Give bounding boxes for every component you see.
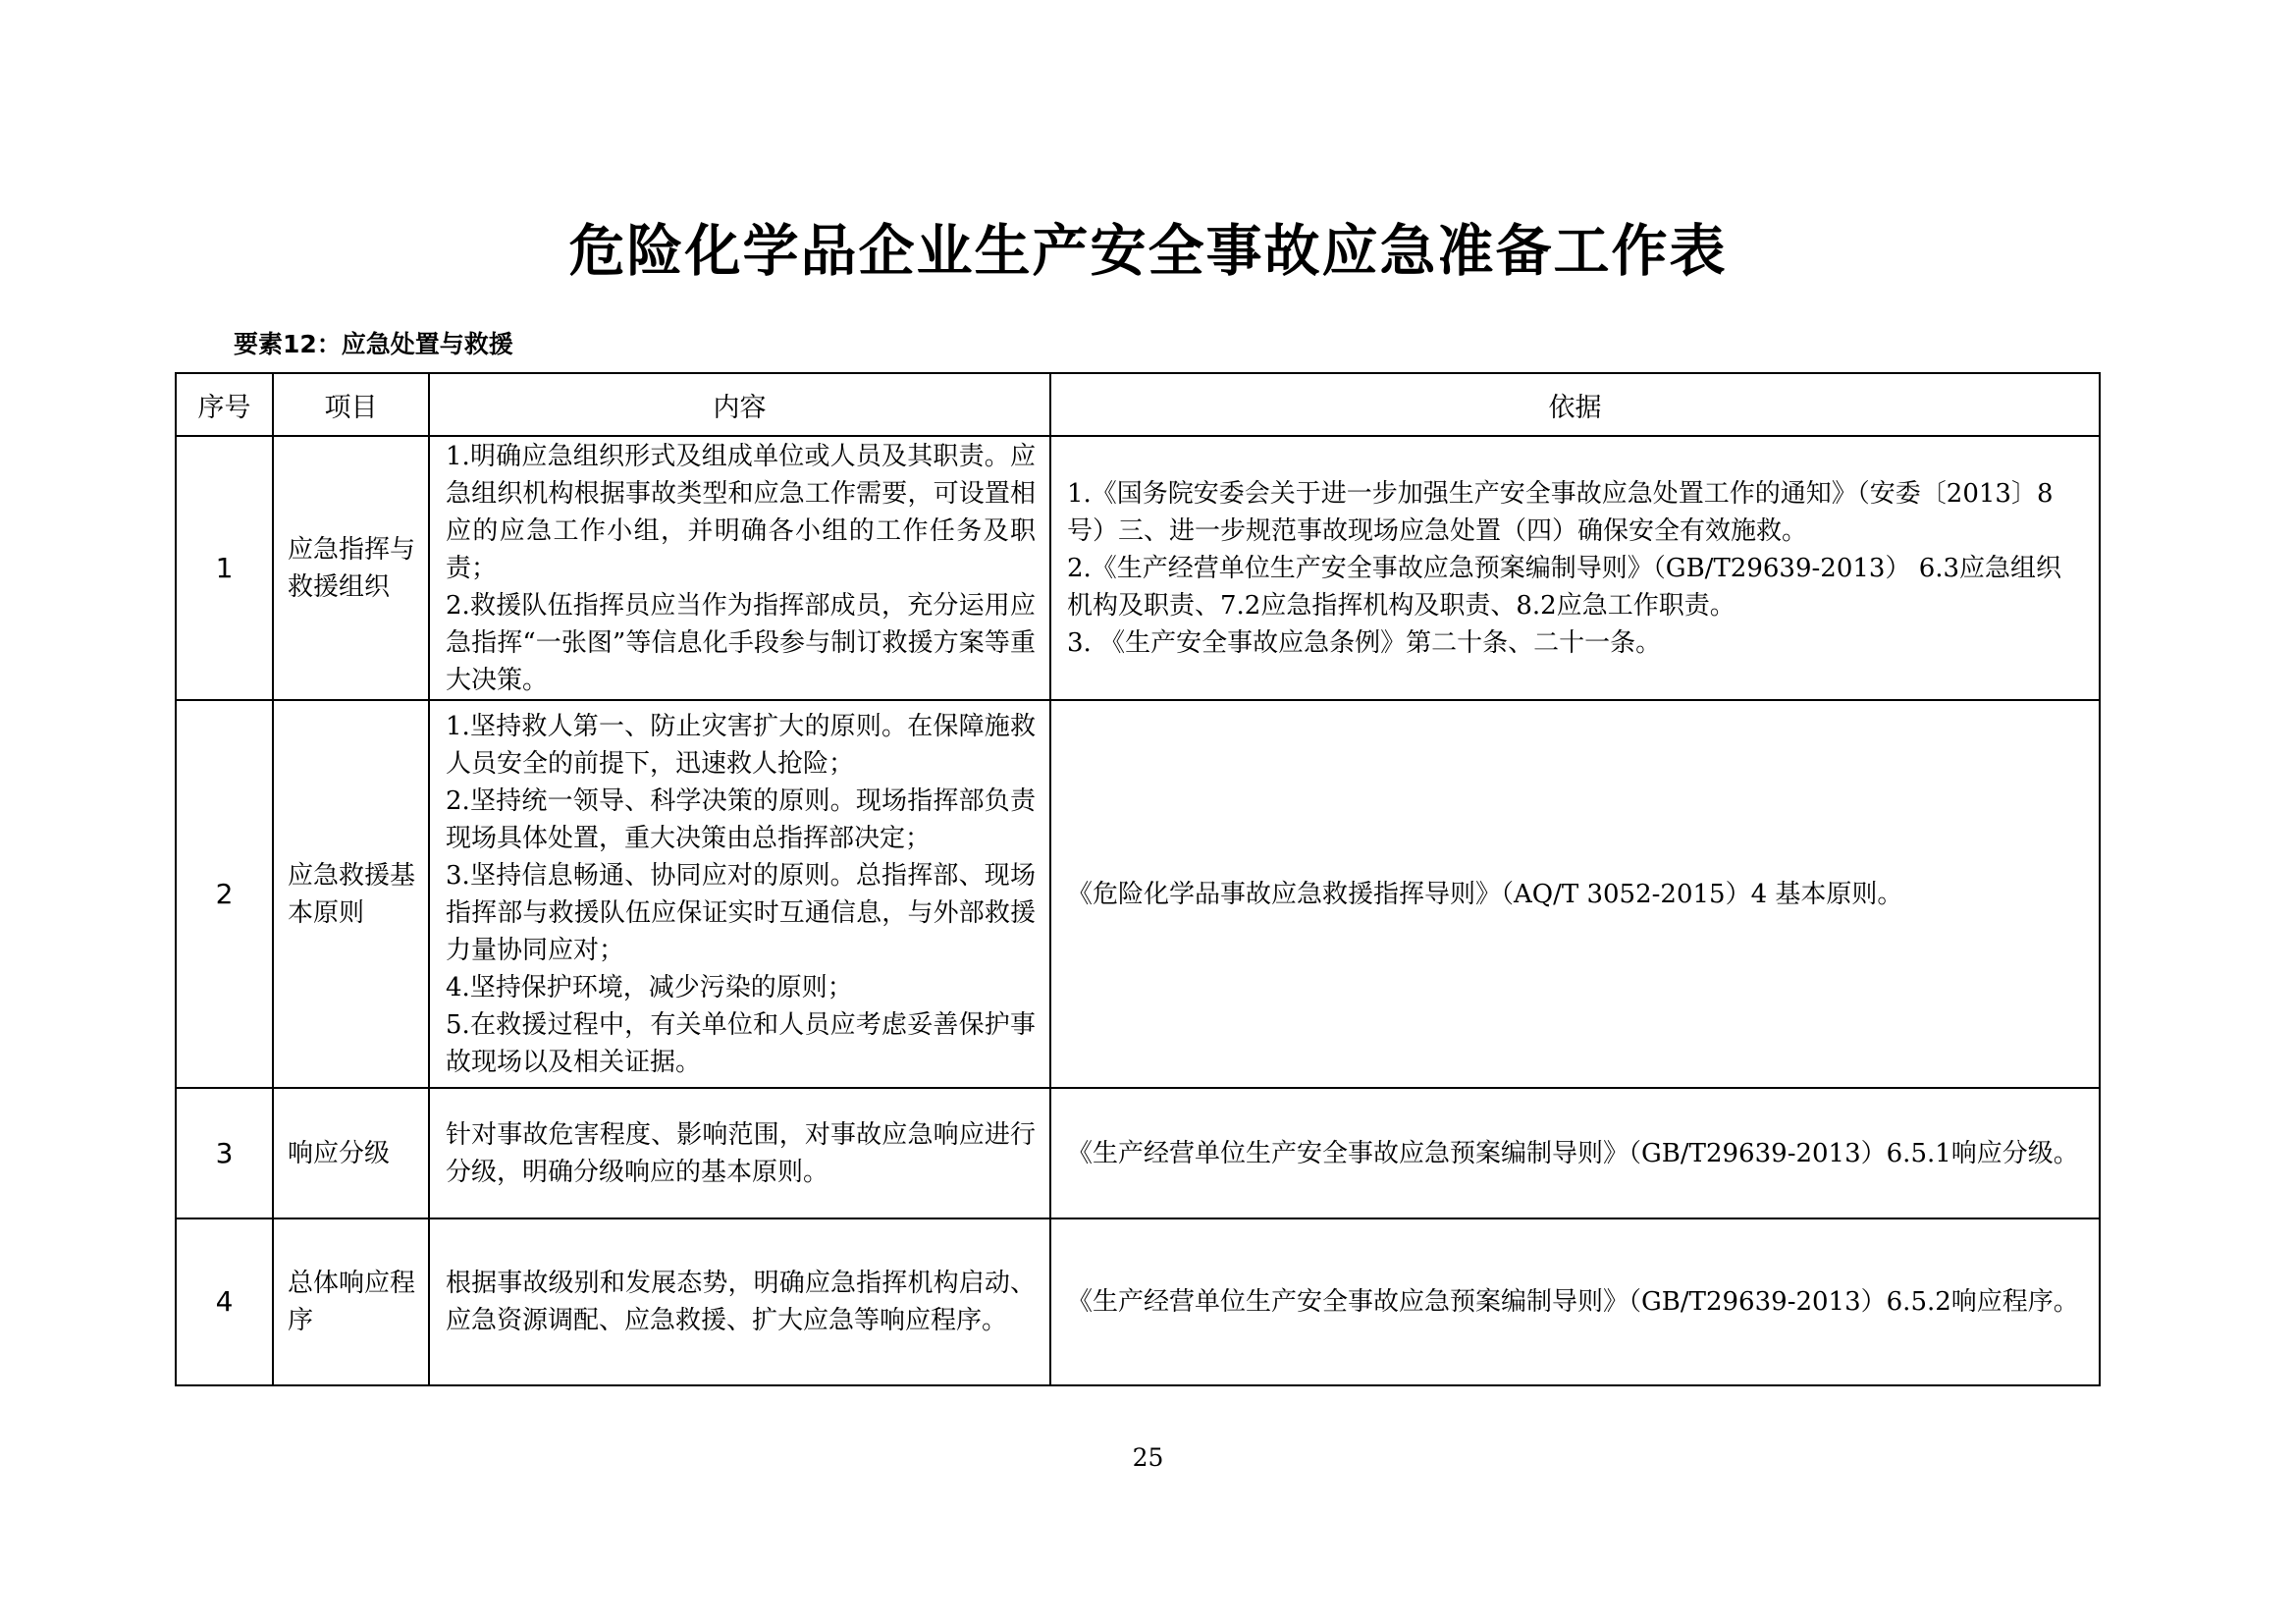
header-num: 序号 (176, 373, 273, 436)
section-label: 要素12：应急处置与救援 (234, 330, 513, 358)
row-item: 响应分级 (273, 1088, 429, 1218)
row-basis (1050, 1218, 2100, 1385)
row-item: 应急指挥与救援组织 (273, 436, 429, 700)
table-row (176, 1218, 2100, 1385)
content-line: 2.救援队伍指挥员应当作为指挥部成员，充分运用应急指挥“一张图”等信息化手段参与制订救援方案等重大决策。 (446, 590, 1036, 695)
table-header-row (176, 373, 2100, 436)
table-row (176, 700, 2100, 1088)
row-num: 1 (176, 436, 273, 700)
content-line: 1.明确应急组织形式及组成单位或人员及其职责。应急组织机构根据事故类型和应急工作需要，可设置相应的应急工作小组，并明确各小组的工作任务及职责； (446, 441, 1036, 583)
content-line: 5.在救援过程中，有关单位和人员应考虑妥善保护事故现场以及相关证据。 (446, 1009, 1036, 1077)
table-row (176, 436, 2100, 700)
row-content (429, 436, 1050, 700)
row-num: 3 (176, 1088, 273, 1218)
page-number: 25 (1132, 1443, 1164, 1472)
row-num: 2 (176, 700, 273, 1088)
row-content (429, 1088, 1050, 1218)
content-line: 针对事故危害程度、影响范围，对事故应急响应进行分级，明确分级响应的基本原则。 (446, 1119, 1036, 1187)
content-line: 1.坚持救人第一、防止灾害扩大的原则。在保障施救人员安全的前提下，迅速救人抢险； (446, 711, 1036, 779)
page-title: 危险化学品企业生产安全事故应急准备工作表 (568, 219, 1728, 284)
row-basis (1050, 700, 2100, 1088)
row-num: 4 (176, 1218, 273, 1385)
basis-line: 3. 《生产安全事故应急条例》第二十条、二十一条。 (1067, 627, 1662, 658)
content-line: 4.坚持保护环境，减少污染的原则； (446, 972, 853, 1002)
header-item: 项目 (273, 373, 429, 436)
content-line: 2.坚持统一领导、科学决策的原则。现场指挥部负责现场具体处置，重大决策由总指挥部决定； (446, 785, 1036, 853)
basis-line: 《生产经营单位生产安全事故应急预案编制导则》（GB/T29639-2013）6.5.2响应程序。 (1067, 1287, 2079, 1317)
header-content: 内容 (429, 373, 1050, 436)
basis-line: 1.《国务院安委会关于进一步加强生产安全事故应急处置工作的通知》（安委〔2013〕8号）三、进一步规范事故现场应急处置（四）确保安全有效施救。 (1067, 478, 2054, 546)
table-row (176, 1088, 2100, 1218)
basis-line: 《危险化学品事故应急救援指挥导则》（AQ/T 3052-2015）4 基本原则。 (1067, 879, 1903, 909)
header-basis: 依据 (1050, 373, 2100, 436)
content-line: 3.坚持信息畅通、协同应对的原则。总指挥部、现场指挥部与救援队伍应保证实时互通信息，与外部救援力量协同应对； (446, 860, 1036, 965)
row-item: 总体响应程序 (273, 1218, 429, 1385)
emergency-table (175, 372, 2101, 1386)
content-line: 根据事故级别和发展态势，明确应急指挥机构启动、应急资源调配、应急救援、扩大应急等响应程序。 (446, 1269, 1036, 1335)
basis-line: 《生产经营单位生产安全事故应急预案编制导则》（GB/T29639-2013）6.5.1响应分级。 (1067, 1138, 2079, 1168)
basis-line: 2.《生产经营单位生产安全事故应急预案编制导则》（GB/T29639-2013） 6.3应急组织机构及职责、7.2应急指挥机构及职责、8.2应急工作职责。 (1067, 553, 2062, 621)
row-basis (1050, 1088, 2100, 1218)
row-item: 应急救援基本原则 (273, 700, 429, 1088)
row-content (429, 700, 1050, 1088)
row-content (429, 1218, 1050, 1385)
row-basis (1050, 436, 2100, 700)
